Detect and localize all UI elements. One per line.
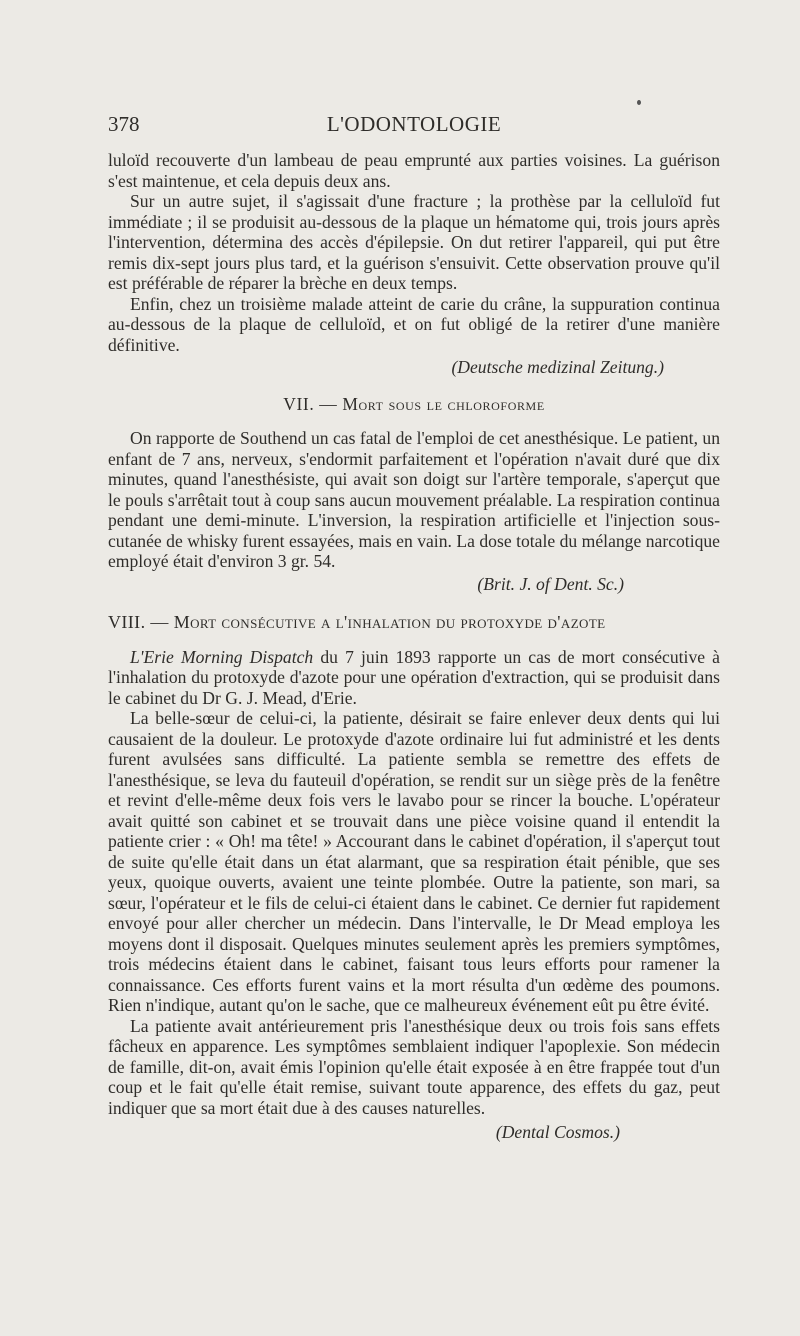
ink-speck xyxy=(637,100,641,105)
paragraph: Sur un autre sujet, il s'agissait d'une fracture ; la prothèse par la celluloïd fut immédiate ; il se produisit au-dessous de la plaque un hématome qui, trois jours après l'intervention, détermina des accès d'épilepsie. On dut retirer l'appareil, qui put être remis dix-sept jours plus tard, et la guérison s'ensuivit. Cette observation prouve qu'il est préférable de réparer la brèche en deux temps. xyxy=(108,191,720,293)
paragraph: La patiente avait antérieurement pris l'anesthésique deux ou trois fois sans effets fâcheux en apparence. Les symptômes semblaient indiquer l'apoplexie. Son médecin de famille, dit-on, avait émis l'opinion qu'elle était exposée à en être frappée tout d'un coup et le fait qu'elle était remise, suivant toute apparence, des effets du gaz, peut indiquer que sa mort était due à des causes naturelles. xyxy=(108,1015,720,1118)
source-citation: (Brit. J. of Dent. Sc.) xyxy=(477,573,624,594)
paragraph-text: du 7 juin 1893 rapporte un cas de mort consécutive à l'inhalation du protoxyde d'azote pour une opération d'extraction, qui se produisit dans le cabinet du Dr G. J. Mead, d'Erie. xyxy=(108,646,720,708)
paragraph: La belle-sœur de celui-ci, la patiente, désirait se faire enlever deux dents qui lui causaient de la douleur. Le protoxyde d'azote ordinaire lui fut administré et les dents furent avulsées sans difficulté. La patiente sembla se remettre des effets de l'anesthésique, se leva du fauteuil d'opération, se rendit sur un siège près de la fenêtre et revint d'elle-même deux fois vers le lavabo pour se rincer la bouche. L'opérateur avait quitté son cabinet et se trouvait dans une pièce voisine quand il entendit la patiente crier : « Oh! ma tête! » Accourant dans le cabinet d'opération, il s'aperçut tout de suite qu'elle était dans un état alarmant, que sa respiration était pénible, que ses yeux, quoique ouverts, avaient une teinte plombée. Outre la patiente, son mari, sa sœur, l'opérateur et le fils de celui-ci étaient dans le cabinet. Ce dernier fut rapidement envoyé pour aller chercher un médecin. Dans l'intervalle, le Dr Mead employa les moyens dont il disposait. Quelques minutes seulement après les premiers symptômes, trois médecins étaient dans le cabinet, faisant tous leurs efforts pour ramener la connaissance. Ces efforts furent vains et la mort résulta d'un œdème des poumons. Rien n'indique, autant qu'on le sache, que ce malheureux événement eût pu être évité. xyxy=(108,708,720,1015)
paragraph: On rapporte de Southend un cas fatal de l'emploi de cet anesthésique. Le patient, un enfant de 7 ans, nerveux, s'endormit parfaitement et l'opération n'avait duré que dix minutes, quand l'anesthésiste, qui avait son doigt sur l'artère temporale, s'aperçut que le pouls s'arrêtait tout à coup sans aucun mouvement préalable. La respiration continua pendant une demi-minute. L'inversion, la respiration artificielle et l'injection sous-cutanée de whisky furent essayées, mais en vain. La dose totale du mélange narcotique employé était d'environ 3 gr. 54. xyxy=(108,428,720,571)
section-title: Mort sous le chloroforme xyxy=(342,393,545,414)
page-number: 378 xyxy=(108,112,140,136)
page-header xyxy=(108,112,720,142)
section-numeral: VII. — xyxy=(283,393,338,414)
paragraph: luloïd recouverte d'un lambeau de peau emprunté aux parties voisines. La guérison s'est maintenue, et cela depuis deux ans. xyxy=(108,150,720,191)
newspaper-title: L'Erie Morning Dispatch xyxy=(130,646,314,667)
running-title: L'ODONTOLOGIE xyxy=(326,112,502,136)
article-body xyxy=(108,150,720,1143)
source-citation: (Deutsche medizinal Zeitung.) xyxy=(451,357,664,377)
section-title: Mort consécutive a l'inhalation du protoxyde d'azote xyxy=(173,612,606,632)
source-citation: (Dental Cosmos.) xyxy=(495,1122,620,1142)
section-heading-viii xyxy=(108,612,720,633)
paragraph: Enfin, chez un troisième malade atteint de carie du crâne, la suppuration continua au-dessous de la plaque de celluloïd, et on fut obligé de la retirer d'une manière définitive. xyxy=(108,293,720,355)
paragraph xyxy=(108,647,720,709)
section-heading-vii xyxy=(108,394,720,415)
section-numeral: VIII. — xyxy=(108,612,169,632)
